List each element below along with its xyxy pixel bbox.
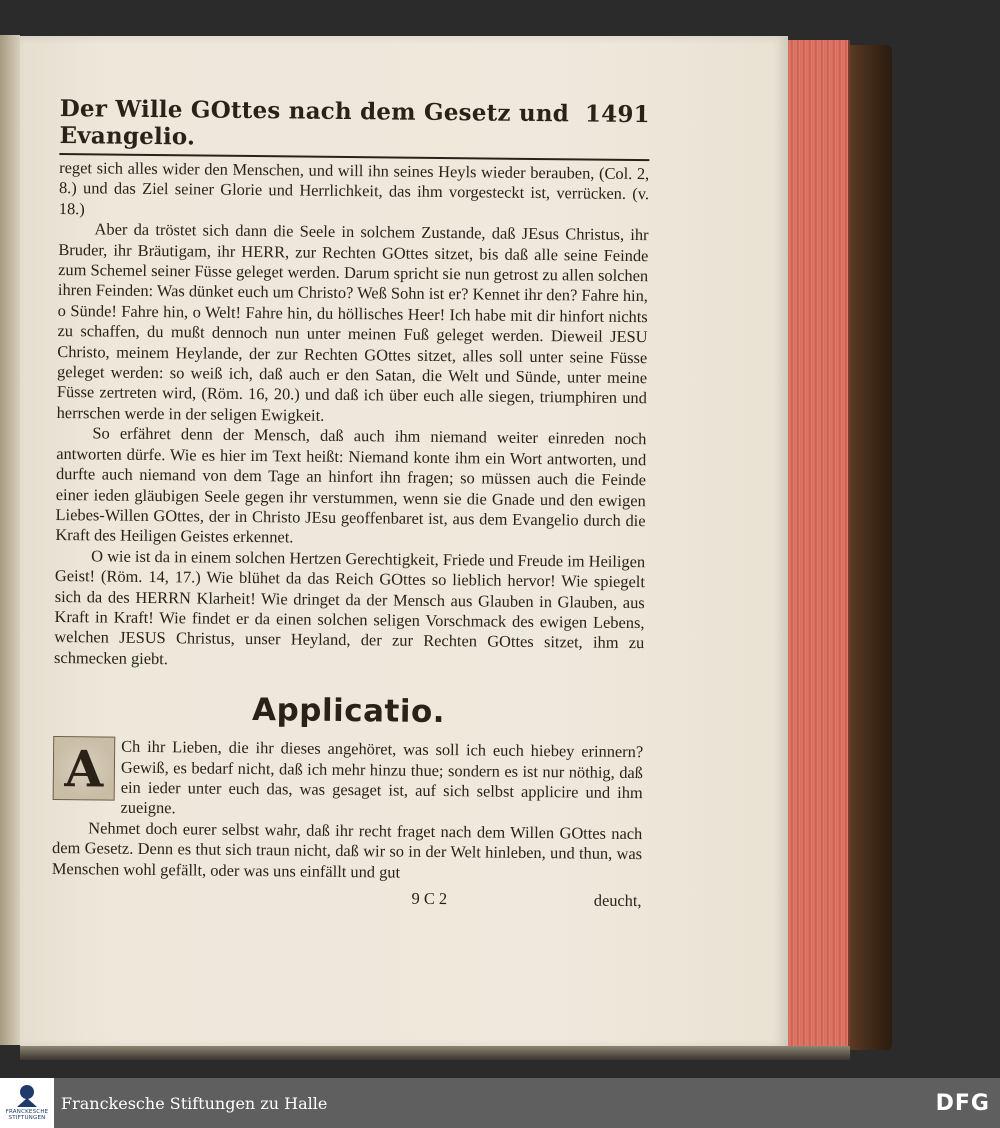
text-block	[52, 95, 650, 911]
logo-text: FRANCKESCHE STIFTUNGEN	[5, 1109, 49, 1121]
running-head-title: Der Wille GOttes nach dem Gesetz und Evangelio.	[59, 95, 570, 151]
catchword: deucht,	[593, 890, 642, 911]
footer-bar	[0, 1078, 1000, 1128]
francke-emblem-icon	[17, 1085, 37, 1107]
page-number: 1491	[584, 100, 650, 129]
book-cover	[850, 45, 892, 1050]
applicatio-first-paragraph	[52, 736, 643, 824]
francke-logo[interactable]	[0, 1078, 54, 1128]
section-heading: Applicatio.	[251, 692, 446, 731]
drop-cap-initial: A	[53, 736, 116, 801]
paragraph-2: Aber da tröstet sich dann die Seele in solchem Zustande, daß JEsus Christus, ihr Bruder, ihr Bräutigam, ihr HERR, zur Rechten GOttes sitzet, bis daß alle seine Feinde zum Schemel seiner Füsse geleget werden. Darum spricht sie nun getrost zu allen solchen ihren Feinden: Was dünket euch um Christo? Weß Sohn ist er? Kennet ihr den? Fahre hin, o Sünde! Fahre hin, o Welt! Fahre hin, du höllisches Heer! Ich habe mit dir hinfort nichts zu schaffen, du mußt dennoch nun unter meinen Fuß geleget werden. Dieweil JESU Christo, meinem Heylande, der zur Rechten GOttes sitzet, alles soll unter seine Füsse geleget werden: so weiß ich, daß auch er den Satan, die Welt und Sünde, unter meine Füsse zertreten wird, (Röm. 16, 20.) und daß ich über euch alle siegen, triumphiren und herrschen werde in der seligen Ewigkeit.	[56, 219, 649, 425]
paragraph-4: O wie ist da in einem solchen Hertzen Gerechtigkeit, Friede und Freude im Heiligen Geist! (Röm. 14, 17.) Wie blühet da das Reich GOttes so lieblich hervor! Wie spiegelt sich da des HERRN Klarheit! Wie dringet da der Mensch aus Glauben in Glauben, aus Kraft in Kraft! Wie findet er da einen solchen seligen Vorschmack des ewigen Lebens, welchen JESUS Christus, unser Heyland, der zur Rechten GOttes sitzet, ihm zu schmecken giebt.	[54, 546, 646, 668]
signature-mark: 9 C 2	[411, 888, 448, 909]
institution-name: Franckesche Stiftungen zu Halle	[61, 1093, 328, 1113]
red-page-edges	[788, 40, 850, 1055]
applicatio-paragraph-2: Nehmet doch eurer selbst wahr, daß ihr recht fraget nach dem Willen GOttes nach dem Gesetz. Denn es thut sich traun nicht, daß wir so in der Welt hinleben, und thun, was Menschen wohl gefällt, oder was uns einfällt und gut	[51, 818, 643, 882]
page-bottom-shadow	[20, 1046, 850, 1060]
paragraph-1: reget sich alles wider den Menschen, und will ihn seines Heyls wieder berauben, (Col. 2, 8.) und das Ziel seiner Glorie und Herrlichkeit, das ihm vorgesteckt ist, verrücken. (v. 18.)	[58, 157, 650, 219]
dfg-logo[interactable]: DFG	[935, 1090, 990, 1116]
running-head	[59, 95, 650, 161]
applicatio-paragraph-1: Ch ihr Lieben, die ihr dieses angehöret, was soll ich euch hiebey erinnern? Gewiß, es bedarf nicht, daß ich mehr hinzu thue; sondern es ist nur nöthig, daß ein ieder unter euch das, was gesaget ist, auf sich selbst applicire und ihm zueigne.	[120, 736, 644, 818]
paragraph-3: So erfähret denn der Mensch, daß auch ihm niemand weiter einreden noch antworten dürfe. Wie es hier im Text heißt: Niemand konte ihm ein Wort antworten, und durfte auch niemand von dem Tage an hinfort ihn fragen; so müssen auch die Feinde einer ieden gläubigen Seele gegen ihr verstummen, wenn sie die Gnade und den ewigen Liebes-Willen GOttes, der in Christo JEsu geoffenbaret ist, aus dem Evangelio durch die Kraft des Heiligen Geistes erkennet.	[55, 423, 647, 547]
left-page-edge	[0, 35, 20, 1045]
